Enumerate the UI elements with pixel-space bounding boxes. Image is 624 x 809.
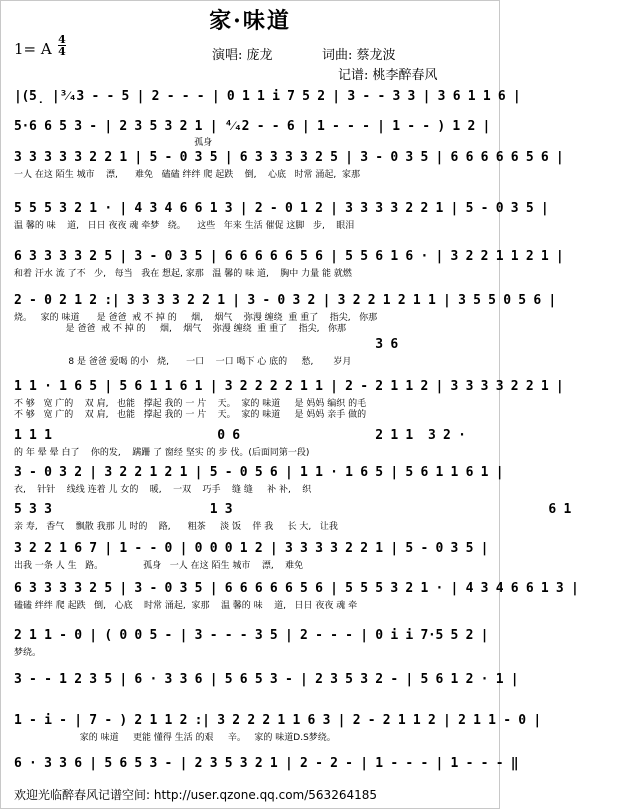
- staff-lyrics: 梦绕。: [14, 648, 42, 658]
- staff-lyrics: 亲 寿, 香气 飘散 我那 儿 时的 路, 粗茶 淡 饭 伴 我 长 大, 让我: [14, 522, 338, 532]
- staff-notes: 2 1 1 - 0 | ( 0 0 5 - | 3 - - - 3 5 | 2 - - - | 0 i i 7·5 5 2 |: [14, 628, 489, 643]
- staff-lyrics: 衣, 针针 线线 连着 儿 女的 暖, 一双 巧手 缝 缝 补 补, 织: [14, 485, 312, 495]
- staff-notes: 6 3 3 3 3 2 5 | 3 - 0 3 5 | 6 6 6 6 6 5 6 | 5 5 5 3 2 1 · | 4 3 4 6 6 1 3 |: [14, 581, 579, 596]
- staff-lyrics: 8 是 爸爸 爱喝 的小 烧, 一口 一口 喝下 心 底的 愁, 岁月: [14, 357, 352, 367]
- staff-notes: 3 - - 1 2 3 5 | 6 · 3 3 6 | 5 6 5 3 - | 2 3 5 3 2 - | 5 6 1 2 · 1 |: [14, 672, 519, 687]
- staff-notes: 3 2 2 1 6 7 | 1 - - 0 | 0 0 0 1 2 | 3 3 3 3 2 2 1 | 5 - 0 3 5 |: [14, 541, 489, 556]
- staff-notes: 6 3 3 3 3 2 5 | 3 - 0 3 5 | 6 6 6 6 6 5 6 | 5 5 6 1 6 · | 3 2 2 1 1 2 1 |: [14, 249, 564, 264]
- staff-notes: 1 - i - | 7 - ) 2 1 1 2 :| 3 2 2 2 1 1 6 3 | 2 - 2 1 1 2 | 2 1 1 - 0 |: [14, 713, 541, 728]
- staff-lyrics: 家的 味道 更能 懂得 生活 的艰 辛。 家的 味道D.S梦绕。: [14, 733, 336, 743]
- staff-notes: 2 - 0 2 1 2 :| 3 3 3 3 2 2 1 | 3 - 0 3 2 | 3 2 2 1 2 1 1 | 3 5 5 0 5 6 |: [14, 293, 556, 308]
- staff-lyrics: 出我 一条 人 生 路。 孤身 一人 在这 陌生 城市 漂, 难免: [14, 561, 304, 571]
- staff-lyrics: 是 爸爸 戒 不 掉 的 烟, 烟气 弥漫 缠绕 重 重了 指尖, 你那: [14, 324, 347, 334]
- staff-lyrics: 的 年 晕 晕 白了 你的发, 蹒跚 了 窗经 坚实 的 步 伐。(后面同第一段): [14, 448, 310, 458]
- staff-lyrics: 不 够 宽 广的 双 肩, 也能 撑起 我的 一 片 天。 家的 味道 是 妈妈 亲手 做的: [14, 410, 367, 420]
- staff-lyrics: 磕磕 绊绊 爬 起跌 倒, 心底 时常 涌起, 家那 温 馨的 味 道, 日日 夜夜 魂 牵: [14, 601, 358, 611]
- lyricist-credit: 词曲: 蔡龙波: [322, 48, 396, 63]
- staff-lyrics: 不 够 宽 广的 双 肩, 也能 撑起 我的 一 片 天。 家的 味道 是 妈妈 编织 的毛: [14, 399, 367, 409]
- staff-notes: 5 5 5 3 2 1 · | 4 3 4 6 6 1 3 | 2 - 0 1 2 | 3 3 3 3 2 2 1 | 5 - 0 3 5 |: [14, 201, 549, 216]
- transcriber-credit: 记谱: 桃李醉春风: [338, 68, 438, 83]
- footer-text: 欢迎光临醉春风记谱空间: http://user.qzone.qq.com/563264185: [14, 788, 378, 802]
- singer-credit: 演唱: 庞龙: [212, 48, 273, 63]
- staff-notes: 1 1 1 0 6 2 1 1 3 2 ·: [14, 428, 602, 443]
- staff-lyrics: 和着 汗水 流 了不 少, 每当 我在 想起, 家那 温 馨的 味 道, 胸中 力量 能 就燃: [14, 269, 352, 279]
- song-title: 家·味道: [209, 8, 291, 34]
- staff-notes: 5·6 6 5 3 - | 2 3 5 3 2 1 | ⁴⁄₄2 - - 6 | 1 - - - | 1 - - ) 1 2 |: [14, 119, 491, 134]
- key-signature: 1= A: [14, 40, 52, 58]
- staff-notes: 6 · 3 3 6 | 5 6 5 3 - | 2 3 5 3 2 1 | 2 - 2 - | 1 - - - | 1 - - - ‖: [14, 756, 519, 771]
- staff-lyrics: 孤身: [14, 138, 213, 148]
- staff-lyrics: 烧。 家的 味道 是 爸爸 戒 不 掉 的 烟, 烟气 弥漫 缠绕 重 重了 指尖, 你那: [14, 313, 378, 323]
- staff-notes: 1 1 · 1 6 5 | 5 6 1 1 6 1 | 3 2 2 2 2 1 1 | 2 - 2 1 1 2 | 3 3 3 3 2 2 1 |: [14, 379, 564, 394]
- staff-lyrics: 温 馨的 味 道, 日日 夜夜 魂 牵梦 绕。 这些 年来 生活 催促 这脚 步, 眼泪: [14, 221, 355, 231]
- staff-notes: 5 3 3 1 3 6 1: [14, 502, 594, 517]
- staff-notes: |(5̣ |³⁄₄3 - - 5 | 2 - - - | 0 1 1 i 7 5 2 | 3 - - 3 3 | 3 6 1 1 6 |: [14, 89, 521, 104]
- staff-notes: 3 3 3 3 3 2 2 1 | 5 - 0 3 5 | 6 3 3 3 3 2 5 | 3 - 0 3 5 | 6 6 6 6 6 5 6 |: [14, 150, 564, 165]
- staff-notes: 3 - 0 3 2 | 3 2 2 1 2 1 | 5 - 0 5 6 | 1 1 · 1 6 5 | 5 6 1 1 6 1 |: [14, 465, 504, 480]
- staff-lyrics: 一人 在这 陌生 城市 漂, 难免 磕磕 绊绊 爬 起跌 倒, 心底 时常 涌起, 家那: [14, 170, 360, 180]
- time-signature: 4 4: [58, 33, 66, 58]
- staff-notes: 3 6: [14, 337, 624, 352]
